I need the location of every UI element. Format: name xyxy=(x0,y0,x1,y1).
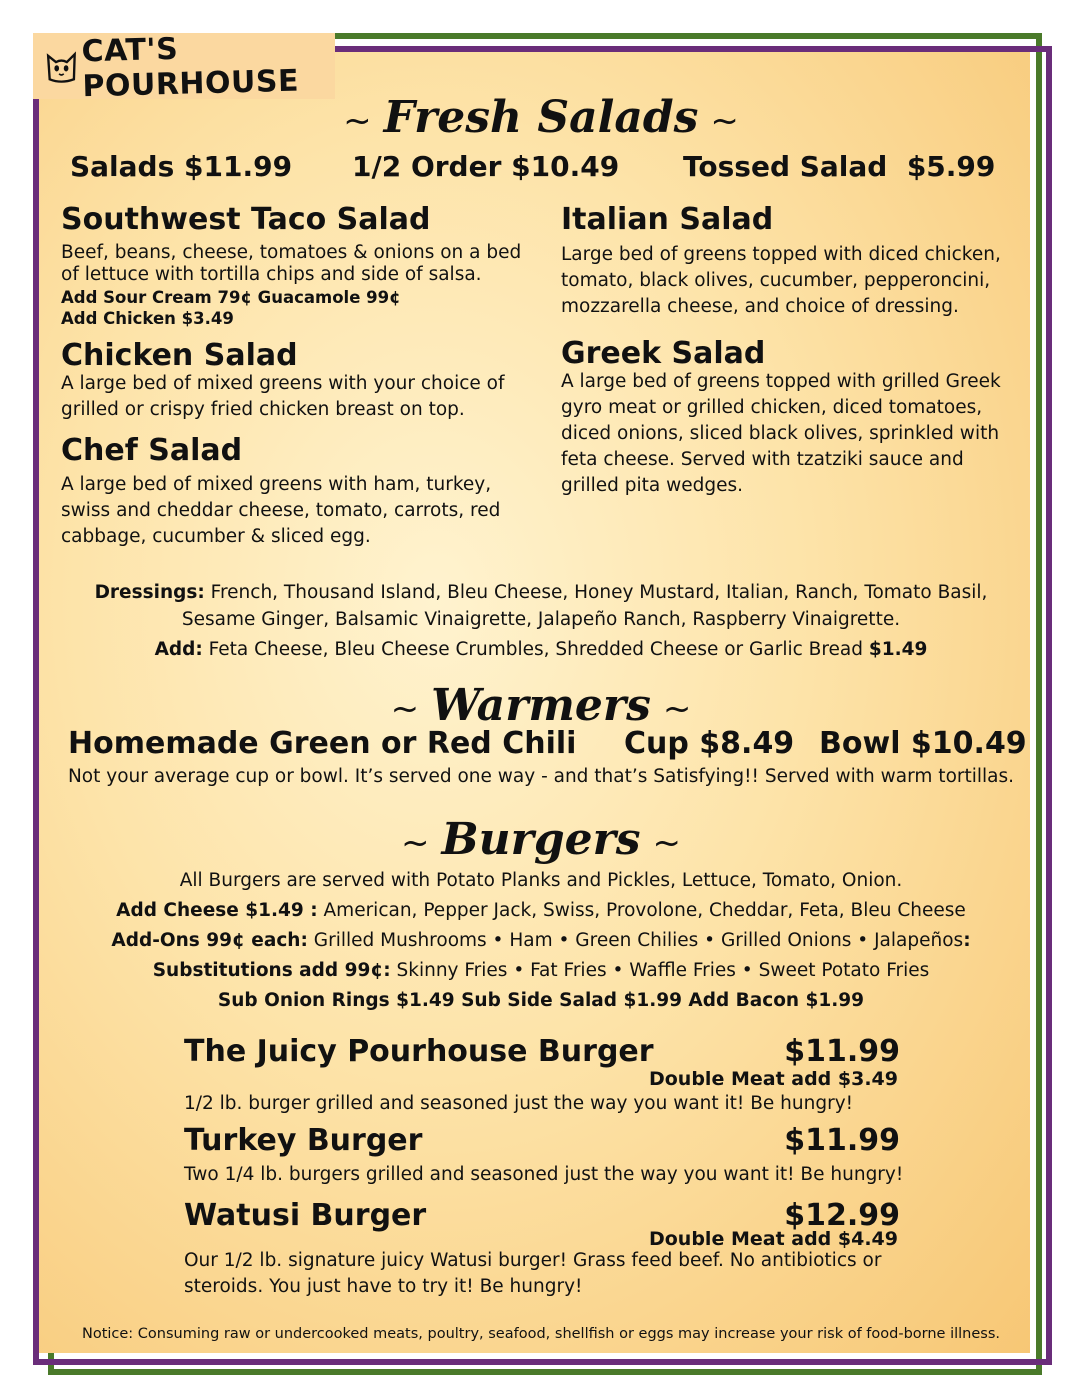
salads-price: Salads $11.99 xyxy=(70,150,293,183)
logo xyxy=(33,31,335,105)
burgers-served-with: All Burgers are served with Potato Planks and Pickles, Lettuce, Tomato, Onion. xyxy=(179,870,903,891)
watusi-burger-price: $12.99 xyxy=(784,1198,900,1233)
chef-salad-title: Chef Salad xyxy=(61,433,243,468)
watusi-burger-desc: Our 1/2 lb. signature juicy Watusi burger! Grass feed beef. No antibiotics or steroids. You just have to try it! Be hungry! xyxy=(184,1250,882,1297)
food-safety-notice: Notice: Consuming raw or undercooked meats, poultry, seafood, shellfish or eggs may increase your risk of food-borne illness. xyxy=(81,1326,1001,1342)
turkey-burger-price: $11.99 xyxy=(784,1123,900,1158)
turkey-burger-desc: Two 1/4 lb. burgers grilled and seasoned just the way you want it! Be hungry! xyxy=(184,1164,904,1185)
dressings-line-2: Sesame Ginger, Balsamic Vinaigrette, Jalapeño Ranch, Raspberry Vinaigrette. xyxy=(181,609,901,630)
chili-cup-price: Cup $8.49 xyxy=(624,726,795,761)
burgers-heading: ~ Burgers ~ xyxy=(400,814,682,865)
greek-salad-title: Greek Salad xyxy=(561,336,766,371)
salads-heading-text: Fresh Salads xyxy=(383,92,699,143)
watusi-burger-title: Watusi Burger xyxy=(184,1198,427,1233)
add-cheese-options: American, Pepper Jack, Swiss, Provolone, Cheddar, Feta, Bleu Cheese xyxy=(323,900,966,921)
sub-sides-line: Sub Onion Rings $1.49 Sub Side Salad $1.99 Add Bacon $1.99 xyxy=(217,990,865,1011)
chili-title: Homemade Green or Red Chili xyxy=(68,726,577,761)
dressings-label: Dressings: xyxy=(94,582,205,603)
southwest-addon-1: Add Sour Cream 79¢ Guacamole 99¢ xyxy=(61,288,401,307)
addons-colon: : xyxy=(963,930,971,951)
watusi-burger-double-meat: Double Meat add $4.49 xyxy=(648,1228,898,1250)
half-order-price: 1/2 Order $10.49 xyxy=(352,150,620,183)
burgers-heading-text: Burgers xyxy=(441,814,641,865)
juicy-burger-price: $11.99 xyxy=(784,1034,900,1069)
southwest-taco-salad-desc: Beef, beans, cheese, tomatoes & onions on a bed of lettuce with tortilla chips and side of salsa. xyxy=(61,242,522,285)
warmers-heading-text: Warmers xyxy=(431,680,651,731)
chili-desc: Not your average cup or bowl. It’s served one way - and that’s Satisfying!! Served with warm tortillas. xyxy=(67,766,1015,787)
turkey-burger-title: Turkey Burger xyxy=(184,1123,423,1158)
add-cheese-label: Add Cheese $1.49 : xyxy=(116,900,318,921)
substitutions-line xyxy=(0,960,1082,981)
chicken-salad-title: Chicken Salad xyxy=(61,338,298,373)
southwest-taco-salad-title: Southwest Taco Salad xyxy=(61,202,431,237)
juicy-burger-double-meat: Double Meat add $3.49 xyxy=(648,1068,898,1090)
logo-text: CAT'S POURHOUSE xyxy=(80,31,300,105)
add-cheese-line xyxy=(0,900,1082,921)
add-price: $1.49 xyxy=(868,639,928,660)
greek-salad-desc: A large bed of greens topped with grilled Greek gyro meat or grilled chicken, diced tomatoes, diced onions, sliced black olives, sprinkled with feta cheese. Served with tzatziki sauce and grilled pita wedges. xyxy=(561,371,1001,496)
addons-label: Add-Ons 99¢ each: xyxy=(111,930,308,951)
warmers-heading: ~ Warmers ~ xyxy=(390,680,692,731)
dressings-line-1 xyxy=(0,582,1082,603)
addons-options: Grilled Mushrooms • Ham • Green Chilies • Grilled Onions • Jalapeños xyxy=(313,930,964,951)
chicken-salad-desc: A large bed of mixed greens with your choice of grilled or crispy fried chicken breast on top. xyxy=(61,373,505,420)
substitutions-label: Substitutions add 99¢: xyxy=(152,960,391,981)
italian-salad-desc: Large bed of greens topped with diced chicken, tomato, black olives, cucumber, pepperoncini, mozzarella cheese, and choice of dressing. xyxy=(561,244,1001,317)
juicy-burger-title: The Juicy Pourhouse Burger xyxy=(184,1034,654,1069)
addons-line xyxy=(0,930,1082,951)
southwest-addon-2: Add Chicken $3.49 xyxy=(61,309,234,328)
chili-bowl-price: Bowl $10.49 xyxy=(819,726,1027,761)
chef-salad-desc: A large bed of mixed greens with ham, turkey, swiss and cheddar cheese, tomato, carrots, red cabbage, cucumber & sliced egg. xyxy=(61,474,501,547)
juicy-burger-desc: 1/2 lb. burger grilled and seasoned just the way you want it! Be hungry! xyxy=(184,1093,854,1114)
add-options: Feta Cheese, Bleu Cheese Crumbles, Shredded Cheese or Garlic Bread xyxy=(208,639,864,660)
italian-salad-title: Italian Salad xyxy=(561,202,774,237)
salad-add-line xyxy=(0,639,1082,660)
substitutions-options: Skinny Fries • Fat Fries • Waffle Fries • Sweet Potato Fries xyxy=(396,960,930,981)
salads-heading: ~ Fresh Salads ~ xyxy=(343,92,739,143)
dressings-list-1: French, Thousand Island, Bleu Cheese, Honey Mustard, Italian, Ranch, Tomato Basil, xyxy=(210,582,988,603)
tossed-salad-price: Tossed Salad $5.99 xyxy=(683,150,996,183)
add-label: Add: xyxy=(154,639,203,660)
cat-face-icon xyxy=(45,45,78,87)
